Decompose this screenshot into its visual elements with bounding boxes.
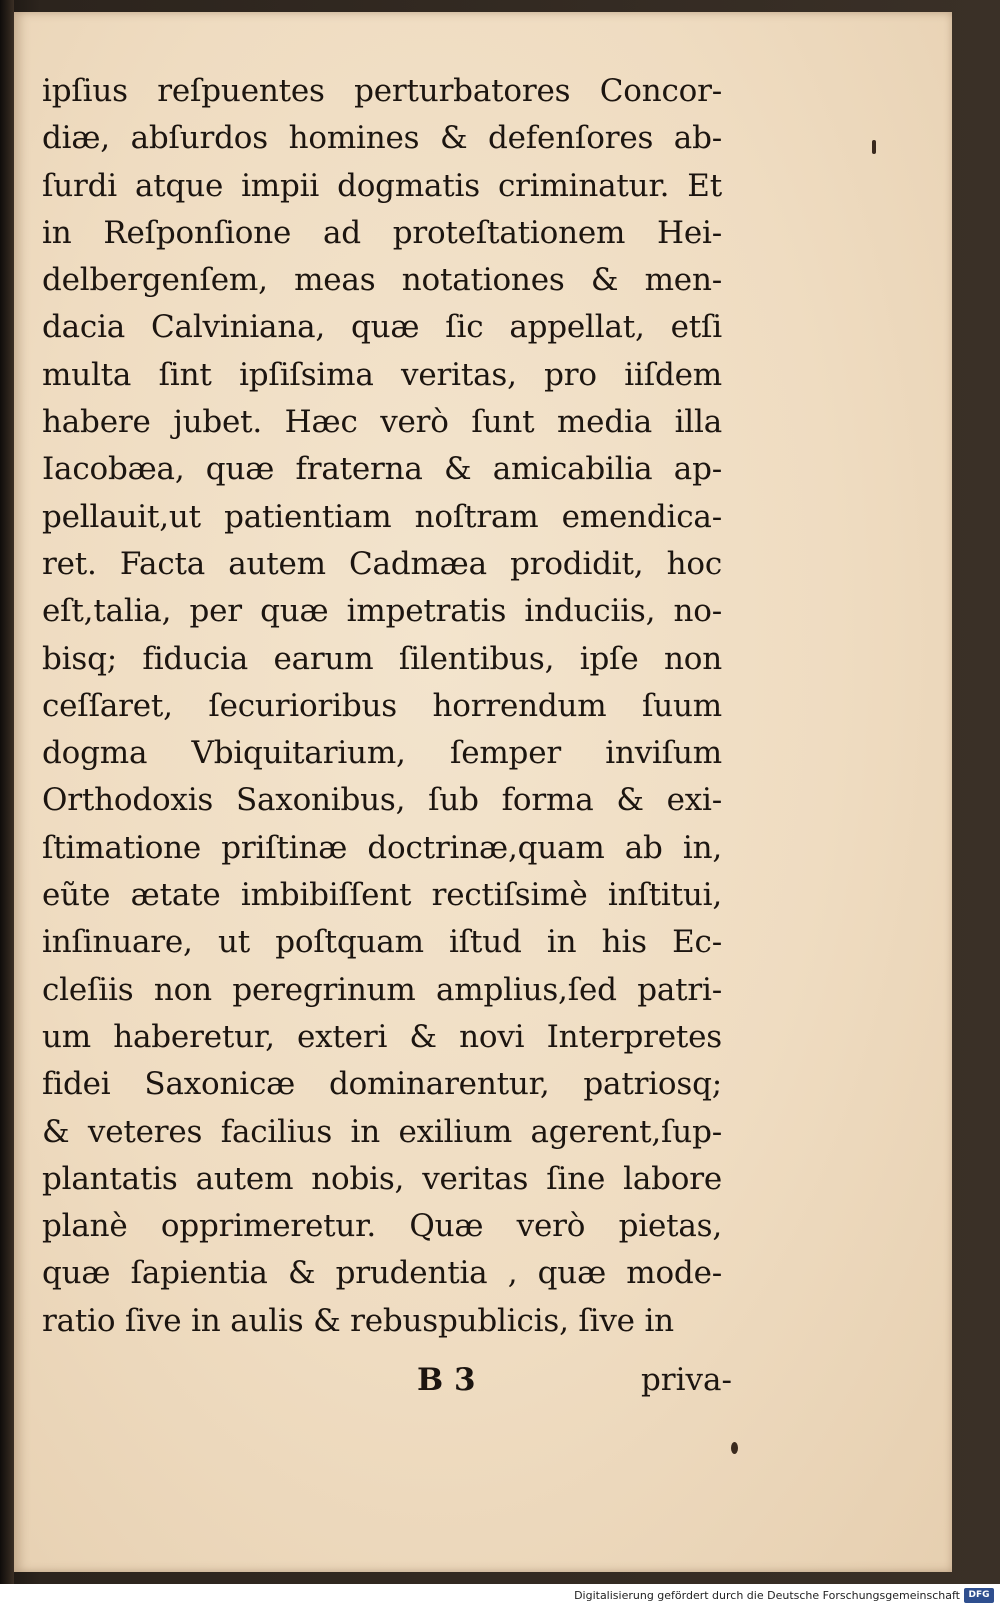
text-line: eũte ætate imbibiſſent rectiſsimè inſtitui, xyxy=(42,877,722,914)
text-line: fidei Saxonicæ dominarentur, patriosq; xyxy=(42,1066,722,1103)
text-line: diæ, abſurdos homines & defenſores ab- xyxy=(42,120,722,157)
text-line: & veteres facilius in exilium agerent,ſup- xyxy=(42,1113,722,1150)
text-line: pellauit,ut patientiam noſtram emendica- xyxy=(42,498,722,535)
text-line: ceſſaret, ſecurioribus horrendum ſuum xyxy=(42,687,722,724)
text-line: ratio ſive in aulis & rebuspublicis, ſive in xyxy=(42,1302,674,1339)
text-line: bisq; fiducia earum ſilentibus, ipſe non xyxy=(42,640,722,677)
text-line: habere jubet. Hæc verò ſunt media illa xyxy=(42,404,722,441)
text-line: Orthodoxis Saxonibus, ſub forma & exi- xyxy=(42,782,722,819)
ink-speck xyxy=(731,1442,738,1454)
text-line: quæ ſapientia & prudentia , quæ mode- xyxy=(42,1255,722,1292)
text-line: inſinuare, ut poſtquam iſtud in his Ec- xyxy=(42,924,722,961)
text-line: ſtimatione priſtinæ doctrinæ,quam ab in, xyxy=(42,829,722,866)
text-line: dogma Vbiquitarium, ſemper inviſum xyxy=(42,735,722,772)
text-line: multa ſint ipſiſsima veritas, pro iiſdem xyxy=(42,356,722,393)
text-line: um haberetur, exteri & novi Interpretes xyxy=(42,1018,722,1055)
credit-bar xyxy=(0,1584,1000,1608)
text-line: Iacobæa, quæ fraterna & amicabilia ap- xyxy=(42,451,722,488)
text-line: planè opprimeretur. Quæ verò pietas, xyxy=(42,1208,722,1245)
text-line: ſurdi atque impii dogmatis criminatur. Et xyxy=(42,167,722,204)
ink-speck xyxy=(872,140,876,154)
book-spine xyxy=(0,0,14,1608)
dfg-logo-icon: DFG xyxy=(964,1588,994,1603)
text-line: in Reſponſione ad proteſtationem Hei- xyxy=(42,214,722,251)
credit-text: Digitalisierung gefördert durch die Deutsche Forschungsgemeinschaft xyxy=(574,1589,960,1602)
text-line: delbergenſem, meas notationes & men- xyxy=(42,262,722,299)
signature-mark: B 3 xyxy=(417,1362,476,1398)
text-line: plantatis autem nobis, veritas ſine labore xyxy=(42,1160,722,1197)
page-footer xyxy=(42,1362,732,1410)
text-line: ipſius reſpuentes perturbatores Concor- xyxy=(42,73,722,109)
catchword: priva- xyxy=(640,1362,732,1398)
text-line: eſt,talia, per quæ impetratis induciis, no- xyxy=(42,593,722,630)
text-line: dacia Calviniana, quæ ſic appellat, etſi xyxy=(42,309,722,346)
text-line: ret. Facta autem Cadmæa prodidit, hoc xyxy=(42,545,722,582)
book-page xyxy=(14,12,952,1572)
text-line: cleſiis non peregrinum amplius,ſed patri- xyxy=(42,971,722,1008)
page-text xyxy=(42,68,722,1345)
